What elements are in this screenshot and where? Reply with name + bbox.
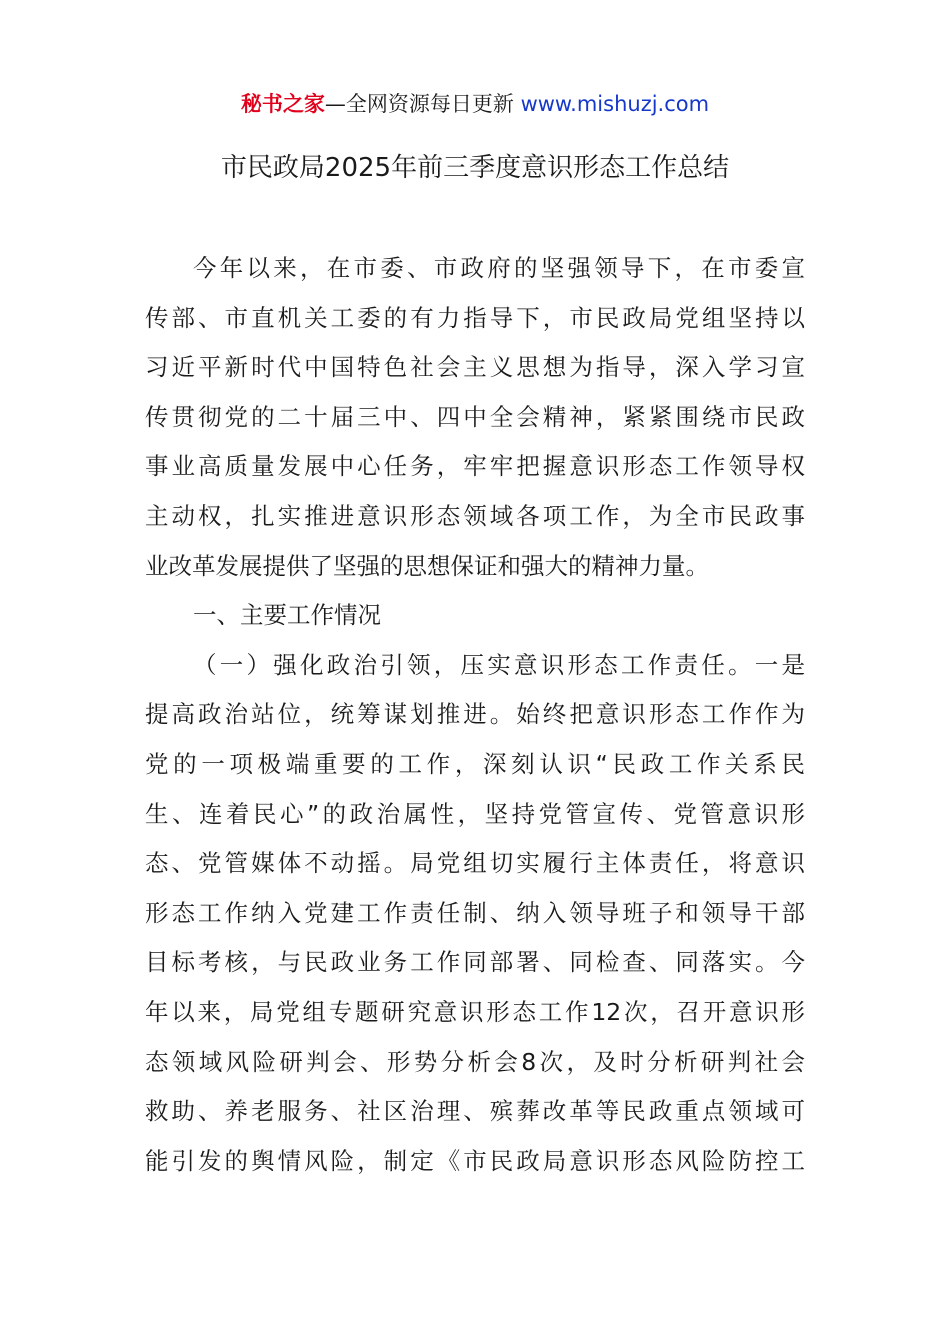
paragraph-line: 提高政治站位，统筹谋划推进。始终把意识形态工作作为 bbox=[145, 700, 805, 729]
section-heading: 一、主要工作情况 bbox=[193, 601, 381, 630]
paragraph-line: 党的一项极端重要的工作，深刻认识“民政工作关系民 bbox=[145, 749, 805, 778]
paragraph-line: 年以来，局党组专题研究意识形态工作12次，召开意识形 bbox=[145, 997, 805, 1026]
site-header bbox=[0, 86, 950, 122]
site-tagline: —全网资源每日更新 bbox=[324, 92, 521, 116]
paragraph-line: 形态工作纳入党建工作责任制、纳入领导班子和领导干部 bbox=[145, 898, 805, 927]
paragraph-line: 今年以来，在市委、市政府的坚强领导下，在市委宣 bbox=[193, 254, 805, 282]
paragraph-line: 目标考核，与民政业务工作同部署、同检查、同落实。今 bbox=[145, 948, 805, 977]
paragraph-line: 态领域风险研判会、形势分析会8次，及时分析研判社会 bbox=[145, 1047, 805, 1076]
site-url-link[interactable]: www.mishuzj.com bbox=[520, 92, 710, 116]
document-body bbox=[145, 244, 805, 1186]
paragraph-line: 习近平新时代中国特色社会主义思想为指导，深入学习宣 bbox=[145, 353, 805, 382]
site-brand: 秘书之家 bbox=[240, 92, 325, 116]
paragraph-line: 业改革发展提供了坚强的思想保证和强大的精神力量。 bbox=[145, 551, 709, 580]
paragraph-line: 事业高质量发展中心任务，牢牢把握意识形态工作领导权 bbox=[145, 452, 805, 481]
paragraph-line: 传贯彻党的二十届三中、四中全会精神，紧紧围绕市民政 bbox=[145, 402, 805, 431]
paragraph-line: 能引发的舆情风险，制定《市民政局意识形态风险防控工 bbox=[145, 1146, 805, 1175]
paragraph-line: 救助、养老服务、社区治理、殡葬改革等民政重点领域可 bbox=[145, 1097, 805, 1126]
paragraph-line: 态、党管媒体不动摇。局党组切实履行主体责任，将意识 bbox=[145, 849, 805, 878]
paragraph-line: 生、连着民心”的政治属性，坚持党管宣传、党管意识形 bbox=[145, 799, 805, 828]
paragraph-line: 主动权，扎实推进意识形态领域各项工作，为全市民政事 bbox=[145, 501, 805, 530]
paragraph-line: 传部、市直机关工委的有力指导下，市民政局党组坚持以 bbox=[145, 303, 805, 332]
paragraph-line: （一）强化政治引领，压实意识形态工作责任。一是 bbox=[193, 650, 805, 679]
document-title: 市民政局2025年前三季度意识形态工作总结 bbox=[220, 153, 730, 183]
